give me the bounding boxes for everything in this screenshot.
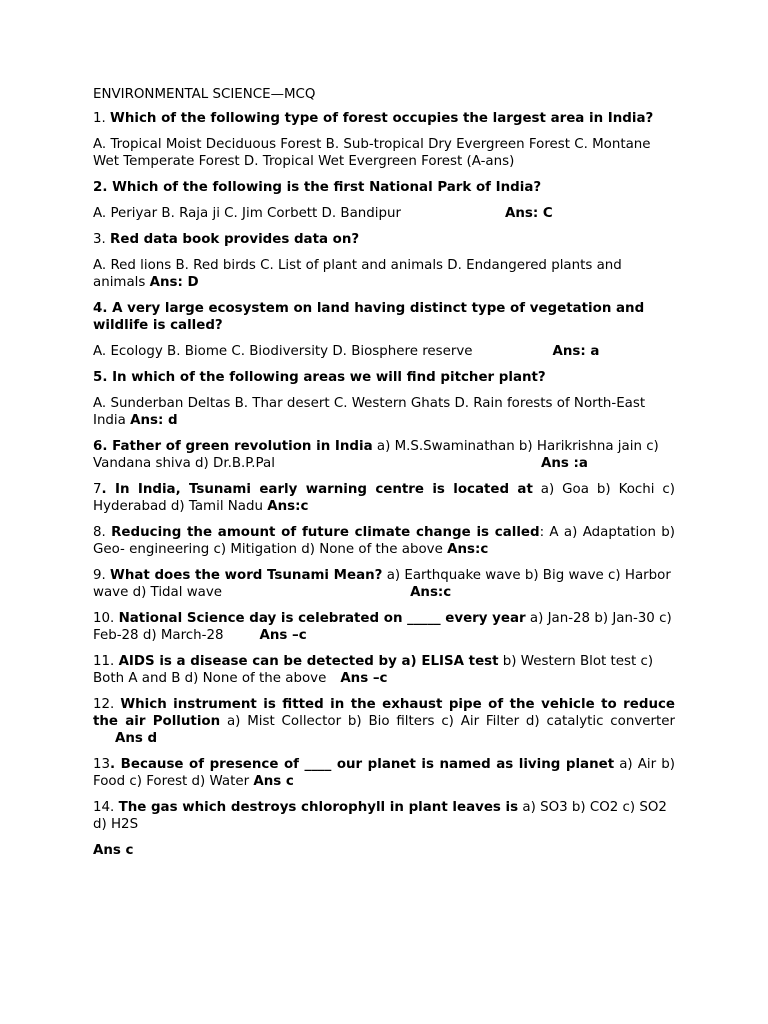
options-text: a) Mist Collector b) Bio filters c) Air Filter d) catalytic converter (220, 714, 675, 729)
question-number: 14. (93, 800, 119, 815)
question-13 (93, 756, 675, 790)
answer-text: Ans: d (130, 413, 178, 428)
question-number: 1. (93, 111, 111, 126)
question-8 (93, 524, 675, 558)
question-text: What does the word Tsunami Mean? (110, 568, 383, 583)
question-3 (93, 231, 675, 248)
answer-14 (93, 842, 675, 859)
question-text: 5. In which of the following areas we will find pitcher plant? (93, 370, 546, 385)
question-text: . Father of green revolution in India (102, 439, 373, 454)
question-text: Red data book provides data on? (110, 232, 360, 247)
question-text: . Because of presence of ____ our planet is named as living planet (110, 757, 615, 772)
question-text: . In India, Tsunami early warning centre is located at (101, 482, 533, 497)
options-1 (93, 136, 675, 170)
question-5 (93, 369, 675, 386)
question-number: 12. (93, 697, 121, 712)
answer-text: Ans:c (410, 585, 452, 600)
question-10 (93, 610, 675, 644)
options-text: A. Ecology B. Biome C. Biodiversity D. Biosphere reserve (93, 344, 473, 359)
options-2 (93, 205, 675, 222)
answer-text: Ans: a (552, 344, 600, 359)
answer-text: Ans c (93, 843, 134, 858)
question-4 (93, 300, 675, 334)
answer-text: Ans –c (340, 671, 388, 686)
question-6 (93, 438, 675, 472)
options-text: A. Sunderban Deltas B. Thar desert C. Western Ghats D. Rain forests of North-East India (93, 396, 646, 428)
question-7 (93, 481, 675, 515)
question-14 (93, 799, 675, 833)
options-text: : A a) Adaptation b) Geo- engineering c) Mitigation d) None of the above (93, 525, 675, 557)
options-text: a) Air b) Food c) Forest d) Water (93, 757, 675, 789)
question-number: 6 (93, 439, 103, 454)
options-text: b) Western Blot test c) Both A and B d) None of the above (93, 654, 654, 686)
document-page (93, 86, 675, 868)
question-11 (93, 653, 675, 687)
question-text: 4. A very large ecosystem on land having distinct type of vegetation and wildlife is called? (93, 301, 645, 333)
answer-text: Ans :a (540, 456, 588, 471)
question-text: National Science day is celebrated on _____ every year (118, 611, 526, 626)
options-text: a) Earthquake wave b) Big wave c) Harbor wave d) Tidal wave (93, 568, 671, 600)
question-number: 10. (93, 611, 119, 626)
question-text: Reducing the amount of future climate change is called (111, 525, 540, 540)
options-text: a) Goa b) Kochi c) Hyderabad d) Tamil Nadu (93, 482, 675, 514)
question-text: 2. Which of the following is the first National Park of India? (93, 180, 542, 195)
question-number: 3. (93, 232, 111, 247)
answer-text: Ans: D (149, 275, 199, 290)
question-9 (93, 567, 675, 601)
question-text: Which of the following type of forest occupies the largest area in India? (110, 111, 654, 126)
question-number: 8. (93, 525, 112, 540)
answer-text: Ans: C (504, 206, 553, 221)
options-text: a) Jan-28 b) Jan-30 c) Feb-28 d) March-28 (93, 611, 672, 643)
answer-text: Ans:c (267, 499, 309, 514)
options-text: A. Periyar B. Raja ji C. Jim Corbett D. Bandipur (93, 206, 401, 221)
options-text: a) SO3 b) CO2 c) SO2 d) H2S (93, 800, 667, 832)
options-text: A. Red lions B. Red birds C. List of plant and animals D. Endangered plants and animals (93, 258, 622, 290)
question-12 (93, 696, 675, 747)
options-4 (93, 343, 675, 360)
question-text: AIDS is a disease can be detected by a) ELISA test (118, 654, 499, 669)
question-number: 9. (93, 568, 111, 583)
question-1 (93, 110, 675, 127)
question-number: 11. (93, 654, 119, 669)
answer-text: Ans –c (259, 628, 307, 643)
question-text: Which instrument is fitted in the exhaust pipe of the vehicle to reduce the air Pollution (93, 697, 675, 729)
question-number: 7 (93, 482, 102, 497)
document-title: ENVIRONMENTAL SCIENCE—MCQ (93, 87, 316, 102)
question-text: The gas which destroys chlorophyll in plant leaves is (118, 800, 519, 815)
options-text: A. Tropical Moist Deciduous Forest B. Sub-tropical Dry Evergreen Forest C. Montane Wet Temperate Forest D. Tropical Wet Evergreen Forest (A-ans) (93, 137, 651, 169)
options-3 (93, 257, 675, 291)
answer-text: Ans d (115, 731, 158, 746)
options-5 (93, 395, 675, 429)
answer-text: Ans c (253, 774, 294, 789)
question-number: 13 (93, 757, 111, 772)
question-2 (93, 179, 675, 196)
answer-text: Ans:c (447, 542, 489, 557)
options-text: a) M.S.Swaminathan b) Harikrishna jain c) Vandana shiva d) Dr.B.P.Pal (93, 439, 659, 471)
